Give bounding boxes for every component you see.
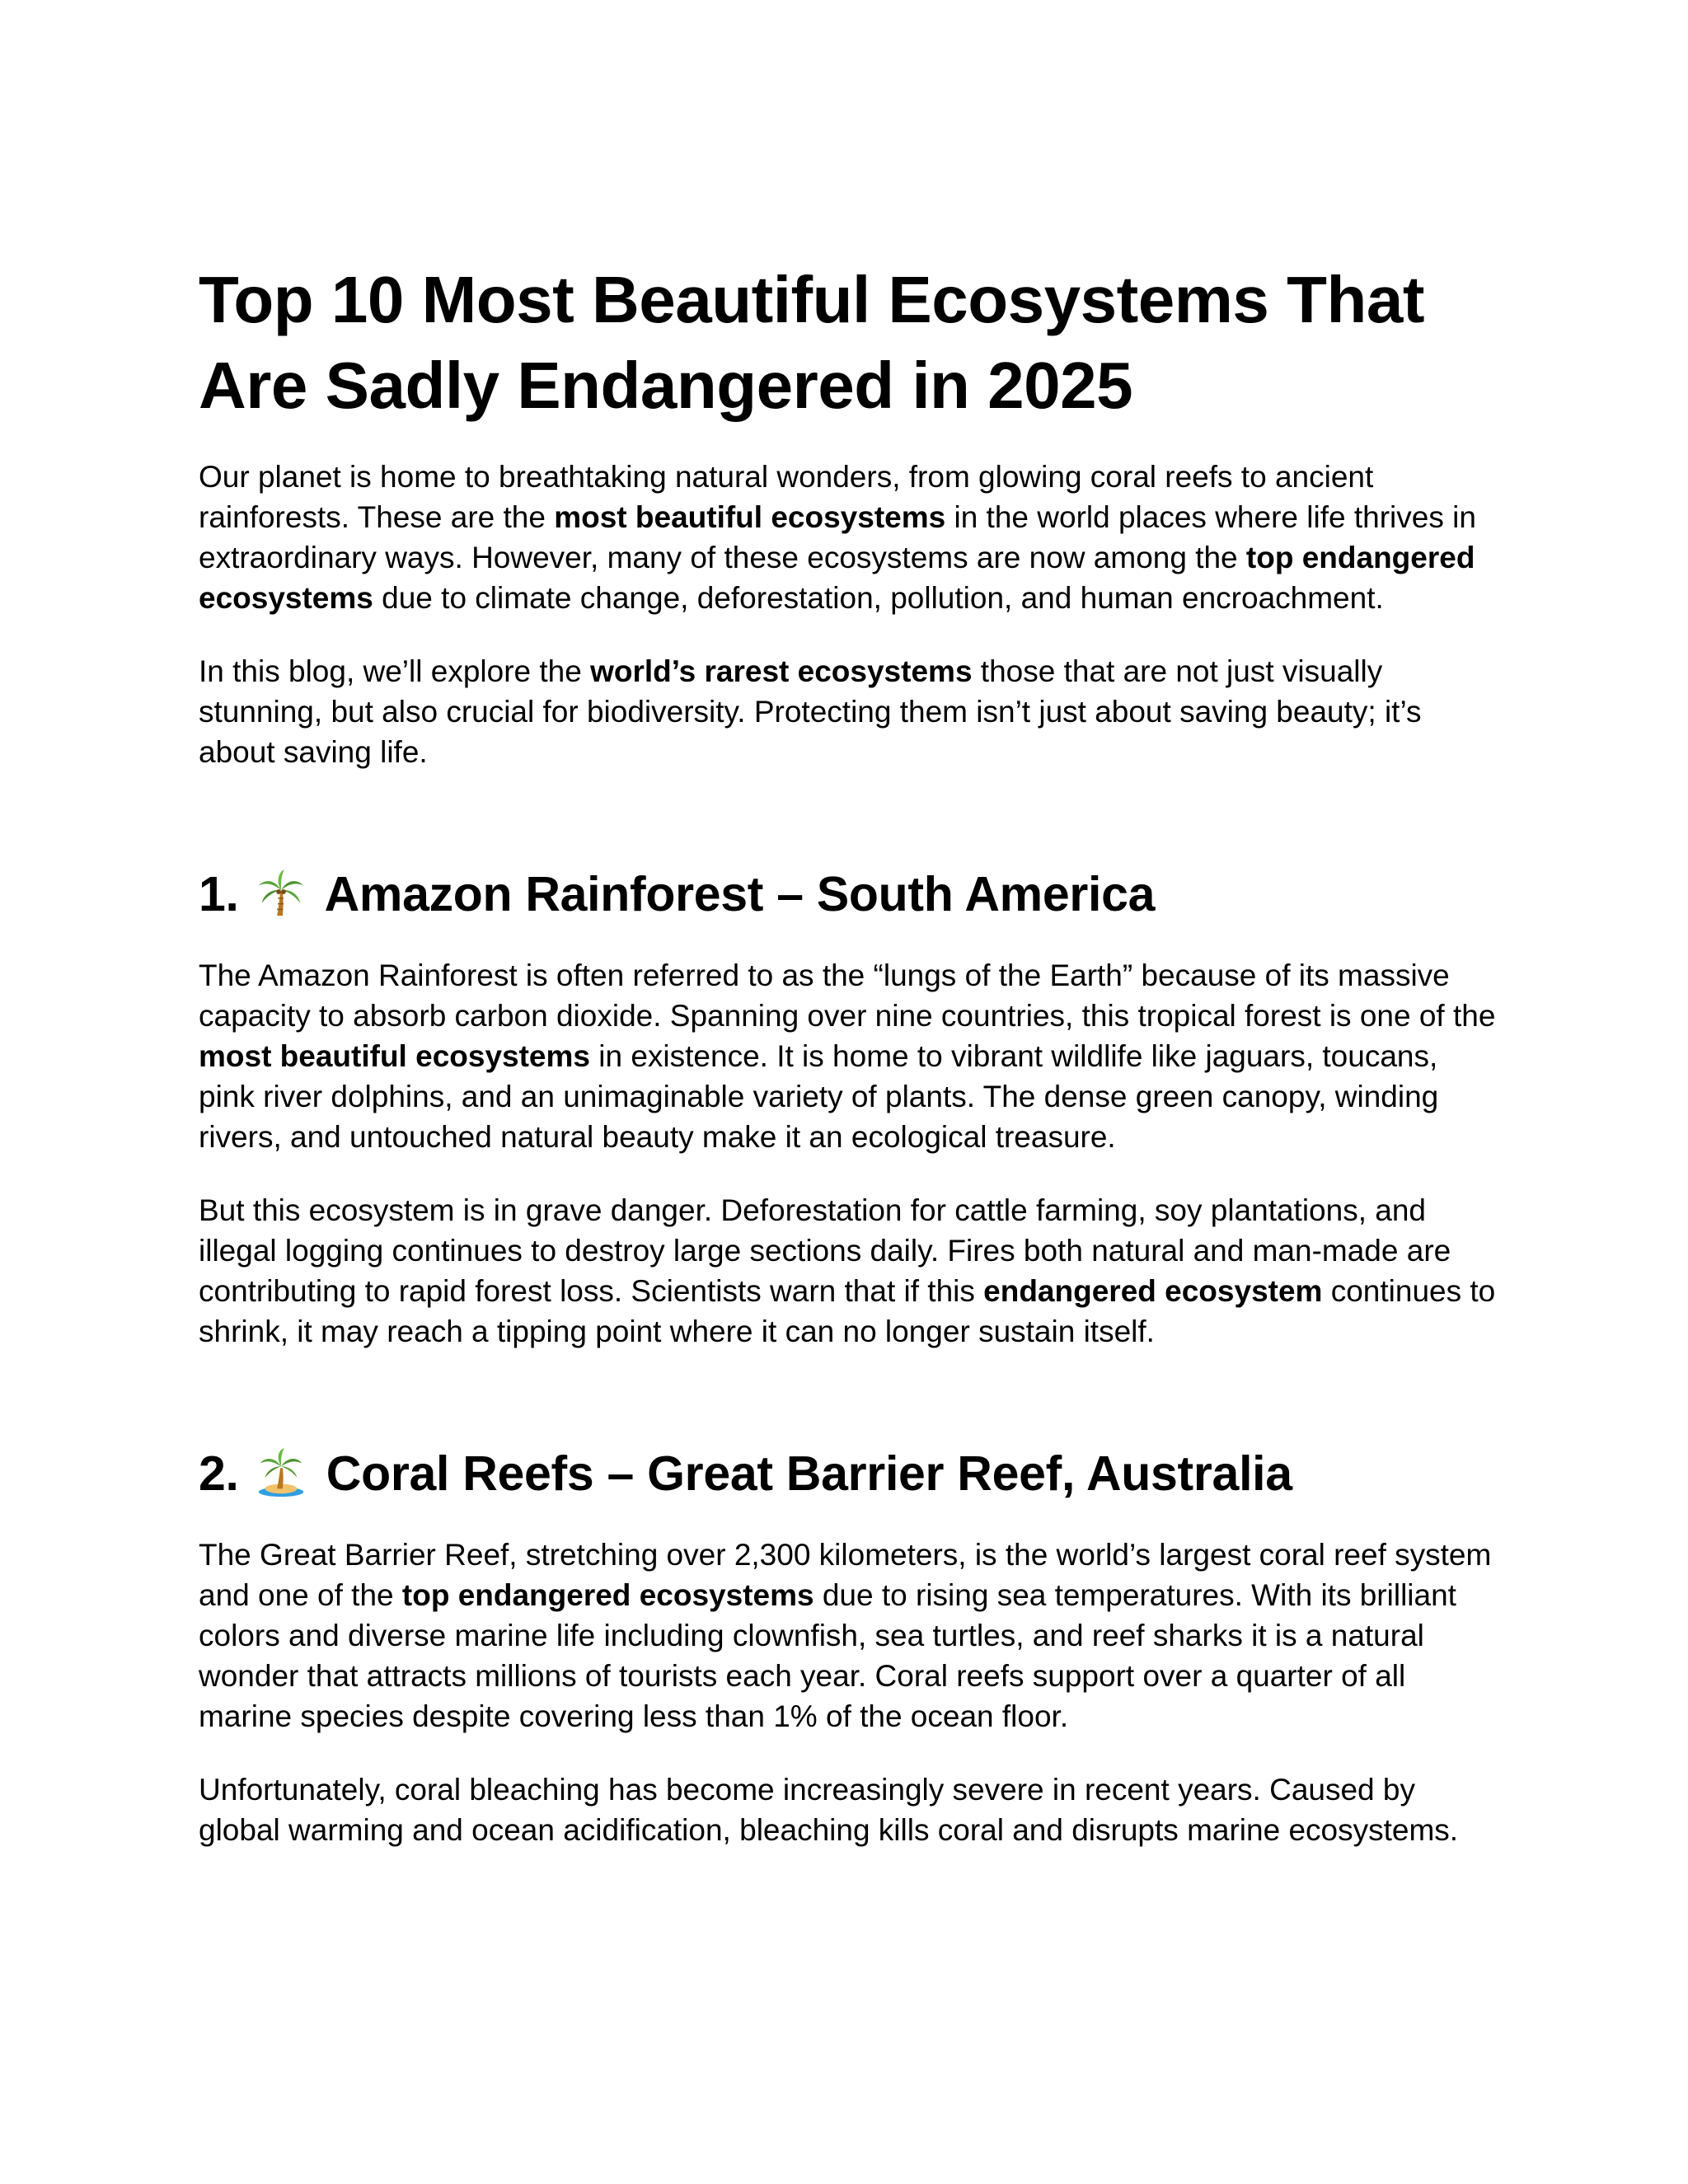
text-run: Our planet is home to breathtaking natural wonders, from glowing coral reefs to ancient rainforests. These are the — [199, 460, 1374, 534]
bold-keyword: endangered ecosystem — [983, 1274, 1323, 1308]
intro-paragraph-2 — [199, 651, 1501, 772]
section-title: Coral Reefs – Great Barrier Reef, Australia — [326, 1446, 1292, 1501]
text-run: in the world places where life thrives in extraordinary ways. However, many of these ecosystems are now among the — [199, 500, 1476, 574]
bold-keyword: most beautiful ecosystems — [199, 1039, 590, 1073]
text-run: In this blog, we’ll explore the — [199, 654, 591, 688]
bold-keyword: most beautiful ecosystems — [554, 500, 946, 534]
section-1-paragraph-2 — [199, 1190, 1501, 1352]
bold-keyword: top endangered ecosystems — [199, 541, 1475, 615]
section-2-paragraph-1 — [199, 1535, 1501, 1736]
page-title: Top 10 Most Beautiful Ecosystems That Are Sadly Endangered in 2025 — [199, 263, 1424, 422]
section-number: 2. — [199, 1446, 239, 1501]
desert-island-icon — [256, 1447, 307, 1498]
text-run: due to rising sea temperatures. With its brilliant colors and diverse marine life including clownfish, sea turtles, and reef sharks it is a natural wonder that attracts millions of tourists each year. Coral reefs support over a quarter of all marine species despite covering less than 1% of the ocean floor. — [199, 1578, 1456, 1733]
section-number: 1. — [199, 867, 239, 921]
document-page — [199, 257, 1501, 1850]
section-heading-coral-reefs — [199, 1442, 1501, 1505]
text-run: Unfortunately, coral bleaching has become increasingly severe in recent years. Caused by global warming and ocean acidification, bleaching kills coral and disrupts marine ecosystems. — [199, 1773, 1459, 1847]
text-run: But this ecosystem is in grave danger. Deforestation for cattle farming, soy plantations, and illegal logging continues to destroy large sections daily. Fires both natural and man-made are contributing to rapid forest loss. Scientists warn that if this — [199, 1193, 1451, 1308]
section-1-paragraph-1 — [199, 955, 1501, 1157]
section-title: Amazon Rainforest – South America — [324, 867, 1156, 921]
section-2-paragraph-2 — [199, 1769, 1501, 1850]
bold-keyword: top endangered ecosystems — [401, 1578, 814, 1612]
bold-keyword: world’s rarest ecosystems — [590, 654, 973, 688]
palm-tree-icon — [256, 868, 307, 919]
section-heading-amazon — [199, 863, 1501, 926]
text-run: in existence. It is home to vibrant wildlife like jaguars, toucans, pink river dolphins, and an unimaginable variety of plants. The dense green canopy, winding rivers, and untouched natural beauty make it an ecological treasure. — [199, 1039, 1439, 1154]
text-run: due to climate change, deforestation, pollution, and human encroachment. — [373, 581, 1384, 615]
intro-paragraph-1 — [199, 457, 1501, 618]
text-run: continues to shrink, it may reach a tipping point where it can no longer sustain itself. — [199, 1274, 1496, 1348]
text-run: The Great Barrier Reef, stretching over 2,300 kilometers, is the world’s largest coral reef system and one of the — [199, 1538, 1492, 1612]
text-run: those that are not just visually stunning, but also crucial for biodiversity. Protecting them isn’t just about saving beauty; it’s about saving life. — [199, 654, 1422, 769]
text-run: The Amazon Rainforest is often referred to as the “lungs of the Earth” because of its massive capacity to absorb carbon dioxide. Spanning over nine countries, this tropical forest is one of the — [199, 958, 1496, 1033]
